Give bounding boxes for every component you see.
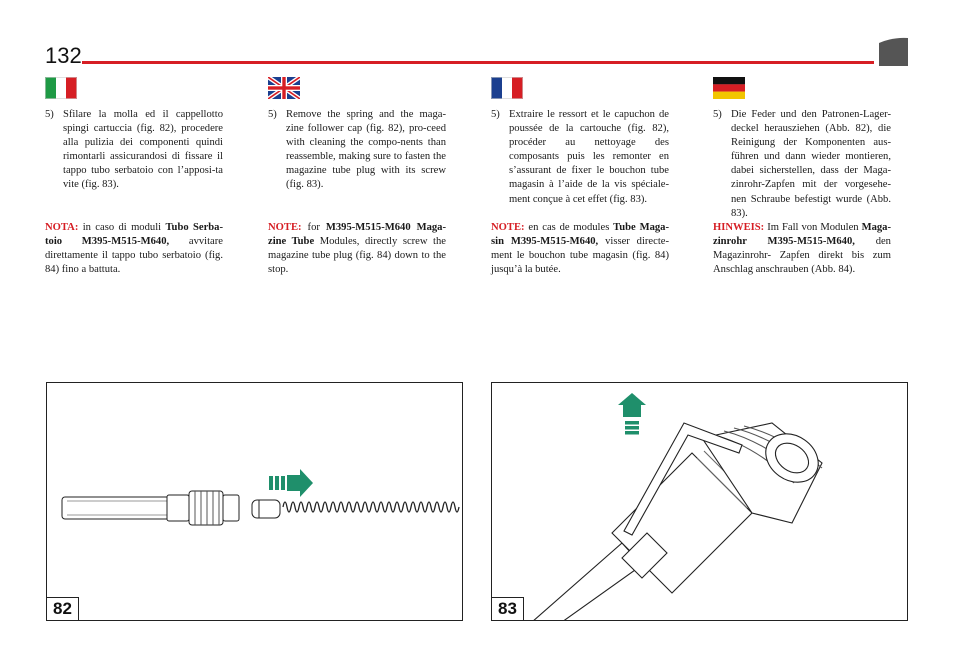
column-italian	[45, 77, 223, 277]
figure-82	[46, 382, 463, 621]
note-bold: Tube Maga-sin M395-M515-M640,	[491, 221, 669, 247]
note-pre: for	[307, 221, 320, 233]
step-paragraph	[268, 108, 446, 193]
figure-number: 83	[491, 597, 524, 621]
step-number: 5)	[45, 109, 54, 120]
note-paragraph	[45, 221, 223, 277]
header-rule	[82, 61, 874, 64]
note-label: NOTE:	[491, 221, 525, 233]
spring-coil	[283, 502, 459, 512]
step-number: 5)	[268, 109, 277, 120]
note-pre: Im Fall von Modulen	[767, 221, 859, 233]
step-number: 5)	[491, 109, 500, 120]
step-text: Remove the spring and the maga-zine follower cap (fig. 82), pro-ceed with cleaning the compo-nents than reassemble, making sure to fasten the magazine tube plug with its screw (fig. 83).	[286, 109, 446, 191]
step-text: Sfilare la molla ed il cappellotto spingi cartuccia (fig. 82), procedere alla pulizia dei componenti quindi rimontarli assicurandosi di fissare il tappo tubo serbatoio con l’apposi-ta vite (fig. 83).	[63, 109, 223, 191]
rotate-arrow-icon	[618, 393, 646, 435]
column-french	[491, 77, 669, 277]
column-german	[713, 77, 891, 277]
german-flag-icon	[713, 77, 745, 99]
step-text: Extraire le ressort et le capuchon de poussée de la cartouche (fig. 82), procéder au nettoyage des composants puis les remonter en s’assurant de fixer le bouchon tube magasin à l’aide de la vis spéciale-ment conçue à cet effet (fig. 83).	[509, 109, 669, 205]
uk-flag-icon	[268, 77, 300, 99]
step-paragraph	[45, 108, 223, 193]
corner-tab-icon	[879, 37, 908, 66]
note-pre: en cas de modules	[528, 221, 610, 233]
step-number: 5)	[713, 109, 722, 120]
figure-number: 82	[46, 597, 79, 621]
note-bold: Tubo Serba-toio M395-M515-M640,	[45, 221, 223, 247]
note-paragraph	[491, 221, 669, 277]
note-post: den Magazinrohr- Zapfen direkt bis zum Anschlag anschrauben (Abb. 84).	[713, 235, 891, 276]
page-number: 132	[45, 43, 82, 68]
plug-screw-illustration	[492, 383, 908, 621]
step-text: Die Feder und den Patronen-Lager-deckel herausziehen (Abb. 82), die Reinigung der Komponenten aus-führen und dann wieder montieren, dabei sicherstellen, dass der Maga-zinrohr-Zapfen mit der vorgesehe-nen Schraube befestigt wurde (Abb. 83).	[731, 109, 891, 219]
note-bold: Maga-zinrohr M395-M515-M640,	[713, 221, 891, 247]
note-post: avvitare direttamente il tappo tubo serbatoio (fig. 84) fino a battuta.	[45, 235, 223, 275]
note-post: Modules, directly screw the magazine tube plug (fig. 84) down to the stop.	[268, 235, 446, 275]
step-paragraph	[713, 108, 891, 221]
column-english	[268, 77, 446, 277]
note-label: NOTE:	[268, 221, 302, 233]
step-paragraph	[491, 108, 669, 207]
note-pre: in caso di moduli	[82, 221, 162, 233]
note-paragraph	[713, 221, 891, 277]
spring-removal-illustration	[47, 383, 463, 621]
note-label: NOTA:	[45, 221, 79, 233]
direction-arrow-icon	[269, 469, 313, 497]
italian-flag-icon	[45, 77, 77, 99]
note-label: HINWEIS:	[713, 221, 765, 233]
note-bold: M395-M515-M640 Maga-zine Tube	[268, 221, 447, 247]
note-paragraph	[268, 221, 446, 277]
note-post: visser directe-ment le bouchon tube magasin (fig. 84) jusqu’à la butée.	[491, 235, 670, 275]
figure-83	[491, 382, 908, 621]
french-flag-icon	[491, 77, 523, 99]
